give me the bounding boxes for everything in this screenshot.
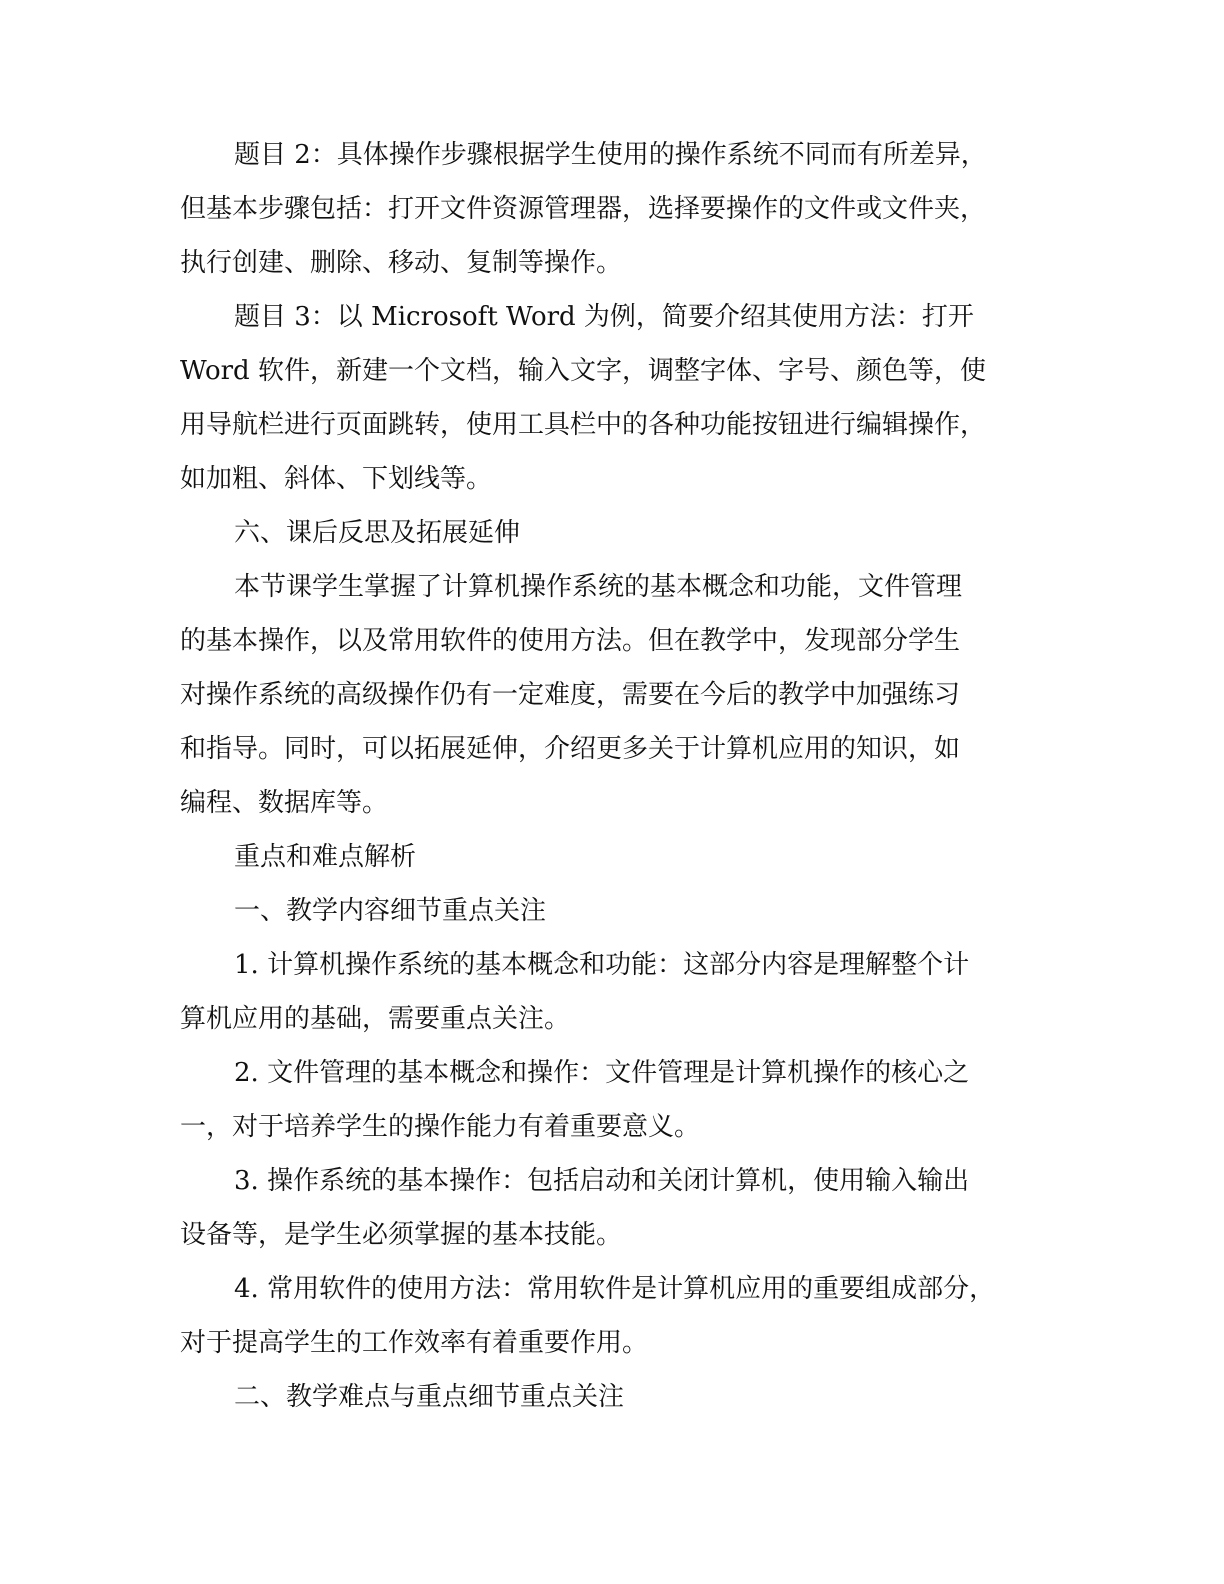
text-line: 但基本步骤包括：打开文件资源管理器，选择要操作的文件或文件夹， xyxy=(180,194,987,224)
text-line: 题目 2：具体操作步骤根据学生使用的操作系统不同而有所差异， xyxy=(234,140,987,170)
list-item: 1. 计算机操作系统的基本概念和功能：这部分内容是理解整个计 xyxy=(234,950,970,980)
section-heading: 六、课后反思及拓展延伸 xyxy=(234,518,521,548)
text-line: 算机应用的基础，需要重点关注。 xyxy=(180,1004,571,1034)
text-line: 编程、数据库等。 xyxy=(180,788,389,818)
text-line: 题目 3：以 Microsoft Word 为例，简要介绍其使用方法：打开 xyxy=(234,302,974,332)
text-line: 执行创建、删除、移动、复制等操作。 xyxy=(180,248,623,278)
section-heading: 一、教学内容细节重点关注 xyxy=(234,896,547,926)
text-line: 如加粗、斜体、下划线等。 xyxy=(180,464,493,494)
text-line: 用导航栏进行页面跳转，使用工具栏中的各种功能按钮进行编辑操作， xyxy=(180,410,987,440)
list-item: 3. 操作系统的基本操作：包括启动和关闭计算机，使用输入输出 xyxy=(234,1166,970,1196)
text-line: Word 软件，新建一个文档，输入文字，调整字体、字号、颜色等，使 xyxy=(180,356,986,386)
text-line: 和指导。同时，可以拓展延伸，介绍更多关于计算机应用的知识，如 xyxy=(180,734,961,764)
text-line: 对操作系统的高级操作仍有一定难度，需要在今后的教学中加强练习 xyxy=(180,680,961,710)
text-line: 设备等，是学生必须掌握的基本技能。 xyxy=(180,1220,623,1250)
section-heading: 重点和难点解析 xyxy=(234,842,417,872)
section-heading: 二、教学难点与重点细节重点关注 xyxy=(234,1382,625,1412)
text-line: 的基本操作，以及常用软件的使用方法。但在教学中，发现部分学生 xyxy=(180,626,961,656)
text-line: 一，对于培养学生的操作能力有着重要意义。 xyxy=(180,1112,701,1142)
list-item: 2. 文件管理的基本概念和操作：文件管理是计算机操作的核心之 xyxy=(234,1058,970,1088)
text-line: 本节课学生掌握了计算机操作系统的基本概念和功能，文件管理 xyxy=(234,572,963,602)
list-item: 4. 常用软件的使用方法：常用软件是计算机应用的重要组成部分， xyxy=(234,1274,996,1304)
text-line: 对于提高学生的工作效率有着重要作用。 xyxy=(180,1328,649,1358)
